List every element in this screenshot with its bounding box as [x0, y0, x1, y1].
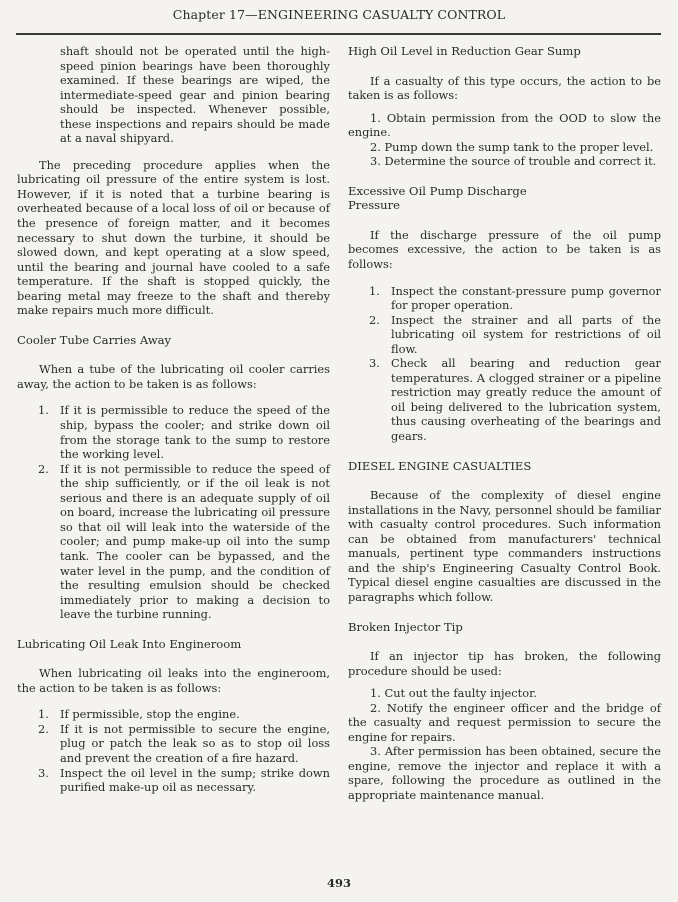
oil-leak-steps	[17, 707, 330, 794]
list-number: 1.	[38, 403, 49, 418]
list-item	[38, 461, 330, 622]
list-text: Inspect the constant-pressure pump governor for proper operation.	[391, 283, 661, 313]
list-text: If it is not permissible to secure the engine, plug or patch the leak so as to stop oil loss and prevent the creation of a fire hazard.	[60, 721, 330, 765]
diesel-casualties-paragraph: Because of the complexity of diesel engine installations in the Navy, personnel should be familiar with casualty control procedures. Such information can be obtained from manufacturers' technical manuals, pertinent type commanders instructions and the ship's Engineering Casualty Control Book. Typical diesel engine casualties are discussed in the paragraphs which follow.	[348, 488, 661, 604]
list-text: If it is permissible to reduce the speed of the ship, bypass the cooler; and strike down oil from the storage tank to the sump to restore the working level.	[60, 403, 330, 462]
list-item	[369, 283, 661, 313]
high-oil-step-3: 3. Determine the source of trouble and correct it.	[370, 154, 657, 169]
running-header: Chapter 17—ENGINEERING CASUALTY CONTROL	[172, 7, 506, 22]
list-number: 1.	[369, 283, 380, 298]
right-column	[348, 44, 661, 803]
list-text: If it is not permissible to reduce the speed of the ship sufficiently, or if the oil leak is not serious and there is an adequate supply of oil on board, increase the lubricating oil pressure so that oil will leak into the waterside of the cooler; and pump make-up oil into the sump tank. The cooler can be bypassed, and the water level in the pump, and the condition of the resulting emulsion should be checked immediately prior to making a decision to leave the turbine running.	[60, 461, 330, 622]
oil-leak-heading: Lubricating Oil Leak Into Engineroom	[17, 636, 242, 651]
broken-injector-intro: If an injector tip has broken, the following procedure should be used:	[348, 649, 661, 678]
list-item	[38, 765, 330, 795]
broken-injector-heading: Broken Injector Tip	[348, 619, 463, 634]
high-oil-intro: If a casualty of this type occurs, the action to be taken is as follows:	[348, 73, 661, 103]
high-oil-step-2: 2. Pump down the sump tank to the proper level.	[370, 139, 654, 154]
preceding-procedure-paragraph: The preceding procedure applies when the lubricating oil pressure of the entire system is lost. However, if it is noted that a turbine bearing is overheated because of a local loss of oil or because of the presence of foreign matter, and it becomes necessary to shut down the turbine, it should be slowed down, and kept operating at a slow speed, until the bearing and journal have cooled to a safe temperature. If the shaft is stopped quickly, the bearing metal may freeze to the shaft and thereby make repairs much more difficult.	[17, 157, 330, 318]
list-item	[38, 707, 330, 722]
list-item	[38, 721, 330, 766]
continuation-paragraph: shaft should not be operated until the high-speed pinion bearings have been thoroughly examined. If these bearings are wiped, the intermediate-speed gear and pinion bearing should be inspected. Whenever possible, these inspections and repairs should be made at a naval shipyard.	[60, 44, 330, 146]
list-text: Check all bearing and reduction gear temperatures. A clogged strainer or a pipeline restriction may greatly reduce the amount of oil being delivered to the lubrication system, thus causing overheating of the bearings and gears.	[391, 356, 661, 444]
injector-step-2: 2. Notify the engineer officer and the bridge of the casualty and request permission to secure the engine for repairs.	[348, 700, 661, 744]
list-number: 2.	[38, 461, 49, 476]
list-number: 3.	[369, 356, 380, 371]
cooler-tube-steps	[17, 403, 330, 621]
page-number: 493	[326, 876, 351, 890]
list-text: Inspect the strainer and all parts of the lubricating oil system for restrictions of oil flow.	[391, 312, 661, 356]
list-text: If permissible, stop the engine.	[60, 707, 240, 722]
injector-step-3: 3. After permission has been obtained, secure the engine, remove the injector and replace it with a spare, following the procedure as outlined in the appropriate maintenance manual.	[348, 744, 661, 802]
list-number: 2.	[38, 721, 49, 736]
list-number: 3.	[38, 765, 49, 780]
diesel-casualties-heading: DIESEL ENGINE CASUALTIES	[348, 458, 532, 473]
excessive-pressure-intro: If the discharge pressure of the oil pump becomes excessive, the action to be taken is as follows:	[348, 227, 661, 272]
excessive-pressure-steps	[348, 284, 661, 444]
list-item	[369, 356, 661, 444]
injector-step-1: 1. Cut out the faulty injector.	[370, 686, 537, 701]
list-item	[38, 403, 330, 462]
list-number: 1.	[38, 707, 49, 722]
cooler-tube-heading: Cooler Tube Carries Away	[17, 332, 172, 347]
list-number: 2.	[369, 312, 380, 327]
list-text: Inspect the oil level in the sump; strike down purified make-up oil as necessary.	[60, 765, 330, 795]
left-column	[17, 44, 330, 795]
cooler-tube-intro: When a tube of the lubricating oil cooler carries away, the action to be taken is as follows:	[17, 362, 330, 391]
list-item	[369, 312, 661, 357]
excessive-pressure-heading: Excessive Oil Pump Discharge Pressure	[348, 183, 527, 213]
high-oil-step-1: 1. Obtain permission from the OOD to slow the engine.	[348, 110, 661, 140]
header-rule	[16, 33, 661, 35]
oil-leak-intro: When lubricating oil leaks into the engineroom, the action to be taken is as follows:	[17, 666, 330, 695]
high-oil-heading: High Oil Level in Reduction Gear Sump	[348, 44, 581, 58]
